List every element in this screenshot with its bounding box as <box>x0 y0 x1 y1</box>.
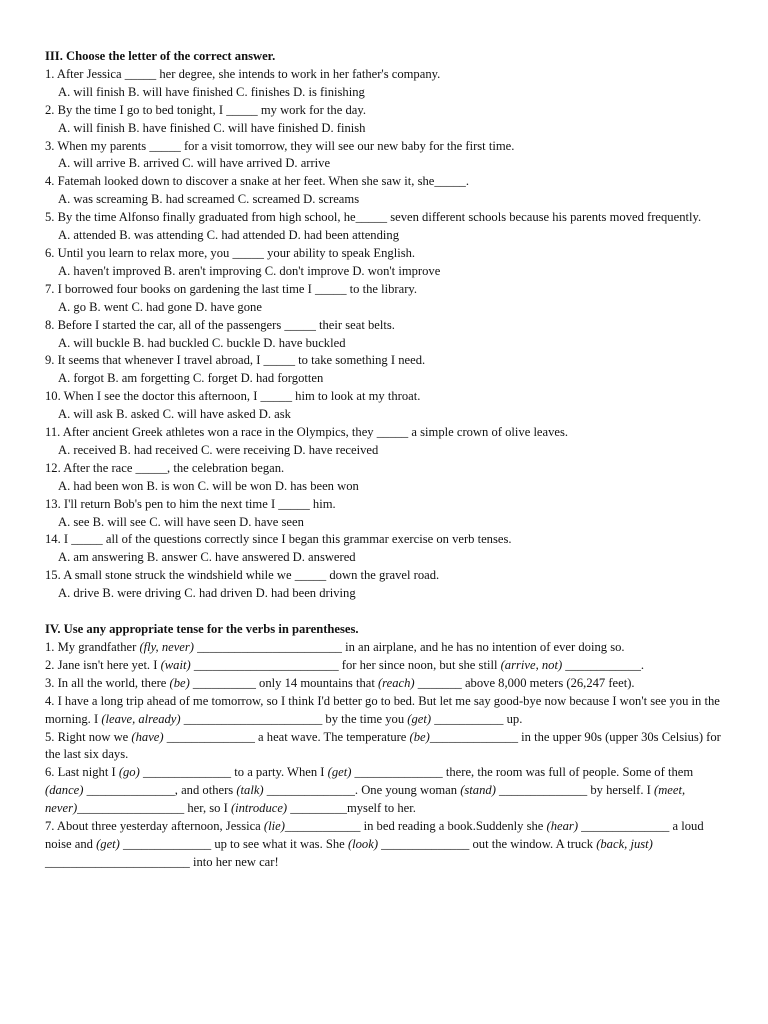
question-12: 12. After the race _____, the celebration began. <box>45 460 285 475</box>
verb-prompt: (stand) <box>460 783 496 798</box>
question-14-options: A. am answering B. answer C. have answered D. answered <box>58 550 356 565</box>
exercise-text: 5. Right now we <box>45 729 132 744</box>
exercise-text: 6. Last night I <box>45 765 119 780</box>
exercise-text: _________myself to her. <box>287 801 416 816</box>
verb-prompt: (hear) <box>546 819 579 834</box>
question-10-options: A. will ask B. asked C. will have asked D. ask <box>58 407 291 422</box>
verb-prompt: (leave, already) <box>101 711 181 726</box>
exercise-text: _______________________ for her since noon, but she still <box>190 657 501 672</box>
question-15-options: A. drive B. were driving C. had driven D. had been driving <box>58 586 356 601</box>
question-7-options: A. go B. went C. had gone D. have gone <box>58 299 262 314</box>
verb-prompt: (be) <box>169 675 190 690</box>
verb-prompt: (fly, never) <box>139 640 194 654</box>
question-11-options: A. received B. had received C. were receiving D. have received <box>58 442 379 457</box>
question-4-options: A. was screaming B. had screamed C. screamed D. screams <box>58 192 360 207</box>
section-3-questions <box>45 66 728 603</box>
exercise-text: ______________, and others <box>83 783 237 798</box>
exercise-text: _______________________ into her new car! <box>45 854 279 869</box>
question-8-options: A. will buckle B. had buckled C. buckle D. have buckled <box>58 335 346 350</box>
question-5-options: A. attended B. was attending C. had attended D. had been attending <box>58 228 399 243</box>
question-8: 8. Before I started the car, all of the passengers _____ their seat belts. <box>45 317 395 332</box>
question-9: 9. It seems that whenever I travel abroad, I _____ to take something I need. <box>45 353 426 368</box>
exercise-text: 3. In all the world, there <box>45 675 170 690</box>
exercise-7 <box>45 818 728 872</box>
verb-prompt: (lie) <box>263 819 285 834</box>
exercise-text: 7. About three yesterday afternoon, Jessica <box>45 819 264 834</box>
exercise-text: ___________ up. <box>431 711 523 726</box>
question-13: 13. I'll return Bob's pen to him the next time I _____ him. <box>45 496 336 511</box>
exercise-text: ______________ in the upper 90s (upper 30s Celsius) for the last six days. <box>45 729 721 762</box>
verb-prompt: (get) <box>96 836 120 851</box>
exercise-text: _________________ her, so I <box>77 801 231 816</box>
verb-prompt: (introduce) <box>230 801 288 816</box>
question-1-options: A. will finish B. will have finished C. finishes D. is finishing <box>58 84 365 99</box>
exercise-text: __________ only 14 mountains that <box>189 675 378 690</box>
section-3-heading: III. Choose the letter of the correct answer. <box>45 49 276 63</box>
verb-prompt: (arrive, not) <box>500 657 563 672</box>
question-6-options: A. haven't improved B. aren't improving C. don't improve D. won't improve <box>58 263 441 278</box>
question-7: 7. I borrowed four books on gardening the last time I _____ to the library. <box>45 281 418 296</box>
exercise-text: ______________ to a party. When I <box>139 765 328 780</box>
question-14: 14. I _____ all of the questions correctly since I began this grammar exercise on verb tenses. <box>45 532 512 547</box>
exercise-2 <box>45 657 728 675</box>
question-15: 15. A small stone struck the windshield while we _____ down the gravel road. <box>45 568 440 583</box>
verb-prompt: (talk) <box>236 783 264 798</box>
exercise-4 <box>45 693 728 729</box>
exercise-text: ______________ a loud noise and <box>45 819 704 851</box>
verb-prompt: (get) <box>327 765 352 780</box>
verb-prompt: (be) <box>409 729 430 744</box>
verb-prompt: (look) <box>347 836 379 851</box>
exercise-text: ______________________ by the time you <box>180 711 408 726</box>
exercise-text: 2. Jane isn't here yet. I <box>45 657 161 672</box>
question-3-options: A. will arrive B. arrived C. will have arrived D. arrive <box>58 156 331 171</box>
exercise-3 <box>45 675 728 693</box>
exercise-text: ______________ by herself. I <box>495 783 654 798</box>
exercise-text: 4. I have a long trip ahead of me tomorrow, so I think I'd better go to bed. But let me say good-bye now because I won't see you in the morning. I <box>45 693 720 726</box>
question-12-options: A. had been won B. is won C. will be won D. has been won <box>58 478 359 493</box>
verb-prompt: (have) <box>131 729 164 744</box>
verb-prompt: (wait) <box>160 657 191 672</box>
question-3: 3. When my parents _____ for a visit tomorrow, they will see our new baby for the first time. <box>45 138 515 153</box>
section-4-exercises <box>45 639 728 872</box>
section-gap <box>45 603 728 621</box>
verb-prompt: (get) <box>407 711 432 726</box>
question-13-options: A. see B. will see C. will have seen D. have seen <box>58 514 304 529</box>
question-9-options: A. forgot B. am forgetting C. forget D. had forgotten <box>58 371 324 386</box>
question-5: 5. By the time Alfonso finally graduated from high school, he_____ seven different schools because his parents moved frequently. <box>45 210 702 225</box>
exercise-text: _______________________ in an airplane, and he has no intention of ever doing so. <box>193 640 625 654</box>
question-11: 11. After ancient Greek athletes won a race in the Olympics, they _____ a simple crown of olive leaves. <box>45 425 569 440</box>
exercise-text: ______________ up to see what it was. She <box>119 836 348 851</box>
verb-prompt: (reach) <box>377 675 415 690</box>
question-1: 1. After Jessica _____ her degree, she intends to work in her father's company. <box>45 66 441 81</box>
verb-prompt: (back, just) <box>596 836 653 851</box>
exercise-text: ____________ in bed reading a book.Suddenly she <box>284 819 547 834</box>
exercise-text: _______ above 8,000 meters (26,247 feet). <box>414 675 635 690</box>
exercise-text: ______________ out the window. A truck <box>378 836 597 851</box>
question-10: 10. When I see the doctor this afternoon, I _____ him to look at my throat. <box>45 389 421 404</box>
verb-prompt: (go) <box>118 765 140 780</box>
question-2-options: A. will finish B. have finished C. will have finished D. finish <box>58 120 366 135</box>
question-4: 4. Fatemah looked down to discover a snake at her feet. When she saw it, she_____. <box>45 174 469 189</box>
exercise-6 <box>45 764 728 818</box>
exercise-text: ______________. One young woman <box>263 783 461 798</box>
section-4-heading: IV. Use any appropriate tense for the verbs in parentheses. <box>45 622 359 637</box>
verb-prompt: (meet, never) <box>45 783 686 816</box>
exercise-text: ____________. <box>562 657 645 672</box>
exercise-text: ______________ a heat wave. The temperature <box>163 729 410 744</box>
exercise-text: ______________ there, the room was full of people. Some of them <box>351 765 694 780</box>
exercise-text: 1. My grandfather <box>45 640 140 654</box>
verb-prompt: (dance) <box>45 783 84 798</box>
question-6: 6. Until you learn to relax more, you _____ your ability to speak English. <box>45 245 416 260</box>
exercise-5 <box>45 729 728 765</box>
exercise-1 <box>45 639 728 657</box>
question-2: 2. By the time I go to bed tonight, I _____ my work for the day. <box>45 102 366 117</box>
